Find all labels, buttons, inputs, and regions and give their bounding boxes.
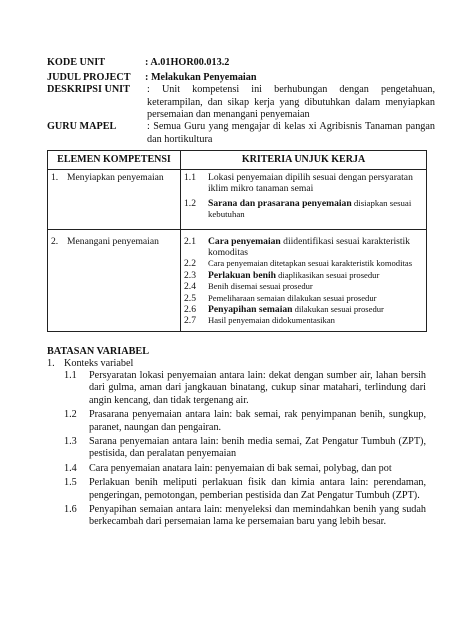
criterion-text: Hasil penyemaian didokumentasikan [208, 315, 335, 326]
criterion-item [184, 198, 423, 221]
section-title-batasan: BATASAN VARIABEL [47, 346, 149, 357]
item-text: Perlakuan benih meliputi perlakuan fisik dan kimia antara lain: perendaman, pengeringan, pemotongan, pemberian pestisida dan Zat Pengatur Tumbuh (ZPT). [89, 477, 426, 501]
criterion-text: Pemeliharaan semaian dilakukan sesuai prosedur [208, 292, 377, 303]
item-text: Persyaratan lokasi penyemaian antara lain: dekat dengan sumber air, lahan bersih dari gulma, aman dari jangkauan binatang, cukup sinar matahari, terlindung dari angin kencang, dan tidak tergenang air. [89, 370, 426, 406]
elemen-name: Menyiapkan penyemaian [67, 172, 164, 183]
deskripsi-label: DESKRIPSI UNIT [47, 84, 130, 95]
competency-table [47, 150, 427, 332]
item-text: Penyapihan semaian antara lain: menyeleksi dan memindahkan benih yang sudah berkecambah dari persemaian lama ke persemaian baru yang lebih besar. [89, 504, 426, 528]
criterion-number: 1.1 [184, 172, 196, 183]
list-item [64, 477, 426, 502]
list-item [64, 504, 426, 529]
criterion-item [184, 281, 423, 292]
criterion-bold: Perlakuan benih [208, 269, 276, 281]
criterion-item [184, 236, 423, 259]
criterion-number: 2.7 [184, 315, 196, 327]
item-number: 1.5 [64, 477, 77, 489]
criterion-number: 2.1 [184, 235, 196, 247]
list-item [64, 409, 426, 434]
criterion-text: Benih disemai sesuai prosedur [208, 281, 313, 292]
criterion-item [184, 315, 423, 326]
guru-label: GURU MAPEL [47, 121, 117, 132]
elemen-name: Menangani penyemaian [67, 235, 159, 247]
table-row [48, 229, 427, 331]
item-number: 1.1 [64, 370, 77, 381]
item-number: 1.3 [64, 436, 77, 448]
subsection-konteks [47, 358, 133, 369]
criterion-text: dilakukan sesuai prosedur [292, 304, 384, 315]
criterion-bold: Sarana dan prasarana penyemaian [208, 197, 352, 209]
criterion-number: 1.2 [184, 197, 196, 209]
criterion-bold: Cara penyemaian [208, 235, 281, 247]
elemen-cell [48, 229, 181, 331]
criterion-item [184, 293, 423, 304]
kode-unit-label: KODE UNIT [47, 57, 106, 68]
item-number: 1.2 [64, 409, 77, 421]
criterion-text: diaplikasikan sesuai prosedur [275, 269, 380, 280]
criterion-item [184, 258, 423, 269]
kriteria-cell [181, 229, 427, 331]
deskripsi-value: : Unit kompetensi ini berhubungan dengan pengetahuan, keterampilan, dan sikap kerja yang dibutuhkan dalam menyiapkan persemaian dan menangani penyemaian [147, 84, 435, 121]
criterion-item [184, 304, 423, 315]
kriteria-cell [181, 170, 427, 230]
criterion-text: diidentifikasi sesuai karakteristik komoditas [208, 235, 410, 259]
item-number: 1.4 [64, 462, 77, 474]
criterion-number: 2.4 [184, 281, 196, 293]
judul-label: JUDUL PROJECT [47, 72, 131, 83]
list-item [64, 370, 426, 407]
row-number: 1. [51, 172, 59, 183]
criterion-item [184, 270, 423, 281]
kode-unit-value: : A.01HOR00.013.2 [145, 57, 230, 68]
judul-value: : Melakukan Penyemaian [145, 72, 257, 83]
guru-value: : Semua Guru yang mengajar di kelas xi Agribisnis Tanaman pangan dan hortikultura [147, 121, 435, 145]
item-text: Cara penyemaian anatara lain: penyemaian di bak semai, polybag, dan pot [89, 462, 392, 474]
criterion-bold: Penyapihan semaian [208, 304, 293, 316]
item-text: Prasarana penyemaian antara lain: bak semai, rak penyimpanan benih, sungkup, paranet, naungan dan pengairan. [89, 409, 426, 433]
criterion-text: Lokasi penyemaian dipilih sesuai dengan persyaratan iklim mikro tanaman semai [208, 172, 413, 195]
item-number: 1.6 [64, 504, 77, 516]
subsection-label: Konteks variabel [64, 358, 134, 369]
variable-list [64, 370, 426, 531]
column-header-kriteria: KRITERIA UNJUK KERJA [181, 151, 427, 170]
criterion-item [184, 172, 423, 195]
elemen-cell [48, 170, 181, 230]
criterion-number: 2.6 [184, 304, 196, 316]
list-item [64, 463, 426, 475]
criterion-text: disiapkan sesuai kebutuhan [208, 197, 412, 220]
row-number: 2. [51, 235, 59, 247]
table-row [48, 170, 427, 230]
subsection-number: 1. [47, 358, 55, 369]
criterion-number: 2.5 [184, 292, 196, 304]
list-item [64, 436, 426, 461]
criterion-text: Cara penyemaian ditetapkan sesuai karakteristik komoditas [208, 258, 413, 269]
criterion-number: 2.2 [184, 258, 196, 270]
column-header-elemen: ELEMEN KOMPETENSI [48, 151, 181, 170]
criterion-number: 2.3 [184, 269, 196, 281]
item-text: Sarana penyemaian antara lain: benih media semai, Zat Pengatur Tumbuh (ZPT), pestisida, dan peralatan penyemaian [89, 436, 426, 460]
